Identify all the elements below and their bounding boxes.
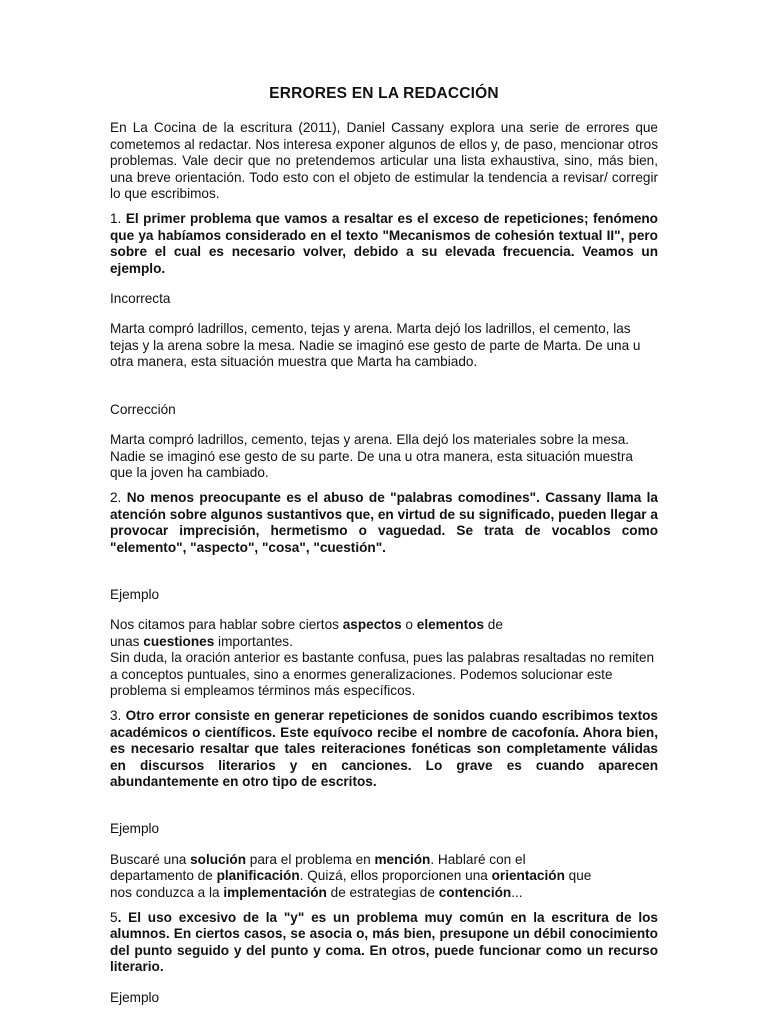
example-text-part: importantes. — [214, 633, 293, 649]
example-3-text — [110, 852, 658, 901]
section-1-heading — [110, 211, 658, 277]
incorrect-label: Incorrecta — [110, 291, 171, 307]
example-label: Ejemplo — [110, 821, 160, 837]
section-number: 1. — [110, 211, 126, 227]
example-text-part: que — [564, 868, 592, 884]
highlighted-word: solución — [190, 851, 246, 867]
example-text-part: nos conduzca a la — [110, 884, 224, 900]
example-2-text — [110, 617, 658, 650]
incorrect-example: Marta compró ladrillos, cemento, tejas y arena. Marta dejó los ladrillos, el cemento, las tejas y la arena sobre la mesa. Nadie se imaginó ese gesto de parte de Marta. De una u otra manera, esta situación muestra que Marta ha cambiado. — [110, 321, 641, 370]
document-page — [110, 86, 658, 1006]
example-text-part: ... — [511, 884, 523, 900]
highlighted-word: aspectos — [342, 617, 402, 633]
section-2-heading — [110, 490, 658, 556]
highlighted-word: cuestiones — [143, 633, 215, 649]
example-text-part: . Hablaré con el — [430, 851, 526, 867]
example-text-part: o — [401, 617, 417, 633]
section-2-text: No menos preocupante es el abuso de "palabras comodines". Cassany llama la atención sobre algunos sustantivos que, en virtud de su significado, pueden llegar a provocar imprecisión, hermetismo o vaguedad. Se trata de vocablos como "elemento", "aspecto", "cosa", "cuestión". — [110, 490, 658, 555]
section-3-heading — [110, 708, 658, 790]
example-text-part: Nos citamos para hablar sobre ciertos — [110, 617, 343, 633]
highlighted-word: contención — [438, 884, 512, 900]
correction-label: Corrección — [110, 401, 176, 417]
example-2-explanation: Sin duda, la oración anterior es bastante confusa, pues las palabras resaltadas no remiten a conceptos puntuales, sino a enormes generalizaciones. Podemos solucionar este problema si empleamos términos más específicos. — [110, 650, 655, 698]
example-text-part: . Quizá, ellos proporcionen una — [299, 868, 492, 884]
correction-example: Marta compró ladrillos, cemento, tejas y arena. Ella dejó los materiales sobre la mesa. Nadie se imaginó ese gesto de su parte. De una u otra manera, esta situación muestra que la joven ha cambiado. — [110, 432, 633, 480]
section-number: 5 — [110, 910, 118, 926]
section-number: 2. — [110, 490, 127, 506]
section-1-text: El primer problema que vamos a resaltar es el exceso de repeticiones; fenómeno que ya habíamos considerado en el texto "Mecanismos de cohesión textual II", pero sobre el cual es necesario volver, debido a su elevada frecuencia. Veamos un ejemplo. — [110, 211, 658, 276]
example-text-part: unas — [110, 633, 144, 649]
section-number: 3. — [110, 708, 126, 724]
highlighted-word: planificación — [216, 868, 300, 884]
example-label: Ejemplo — [110, 989, 160, 1005]
example-label: Ejemplo — [110, 586, 160, 602]
document-title: ERRORES EN LA REDACCIÓN — [269, 85, 499, 102]
example-text-part: departamento de — [110, 868, 217, 884]
example-text-part: para el problema en — [246, 851, 375, 867]
section-5-text: . El uso excesivo de la "y" es un problema muy común en la escritura de los alumnos. En ciertos casos, se asocia o, más bien, presupone un débil conocimiento del punto seguido y del punto y coma. En otros, puede funcionar como un recurso literario. — [110, 910, 658, 975]
example-text-part: de estrategias de — [326, 884, 439, 900]
example-text-part: Buscaré una — [110, 851, 191, 867]
highlighted-word: elementos — [416, 617, 485, 633]
section-3-text: Otro error consiste en generar repeticiones de sonidos cuando escribimos textos académicos o científicos. Este equívoco recibe el nombre de cacofonía. Ahora bien, es necesario resaltar que tales reiteraciones fonéticas son completamente válidas en discursos literarios y en canciones. Lo grave es cuando aparecen abundantemente en otro tipo de escritos. — [110, 708, 658, 789]
intro-paragraph: En La Cocina de la escritura (2011), Daniel Cassany explora una serie de errores que cometemos al redactar. Nos interesa exponer algunos de ellos y, de paso, mencionar otros problemas. Vale decir que no pretendemos articular una lista exhaustiva, sino, más bien, una breve orientación. Todo esto con el objeto de estimular la tendencia a revisar/ corregir lo que escribimos. — [110, 120, 658, 202]
highlighted-word: implementación — [223, 884, 327, 900]
section-5-heading — [110, 910, 658, 976]
highlighted-word: orientación — [491, 868, 565, 884]
highlighted-word: mención — [374, 851, 431, 867]
example-text-part: de — [484, 617, 503, 633]
